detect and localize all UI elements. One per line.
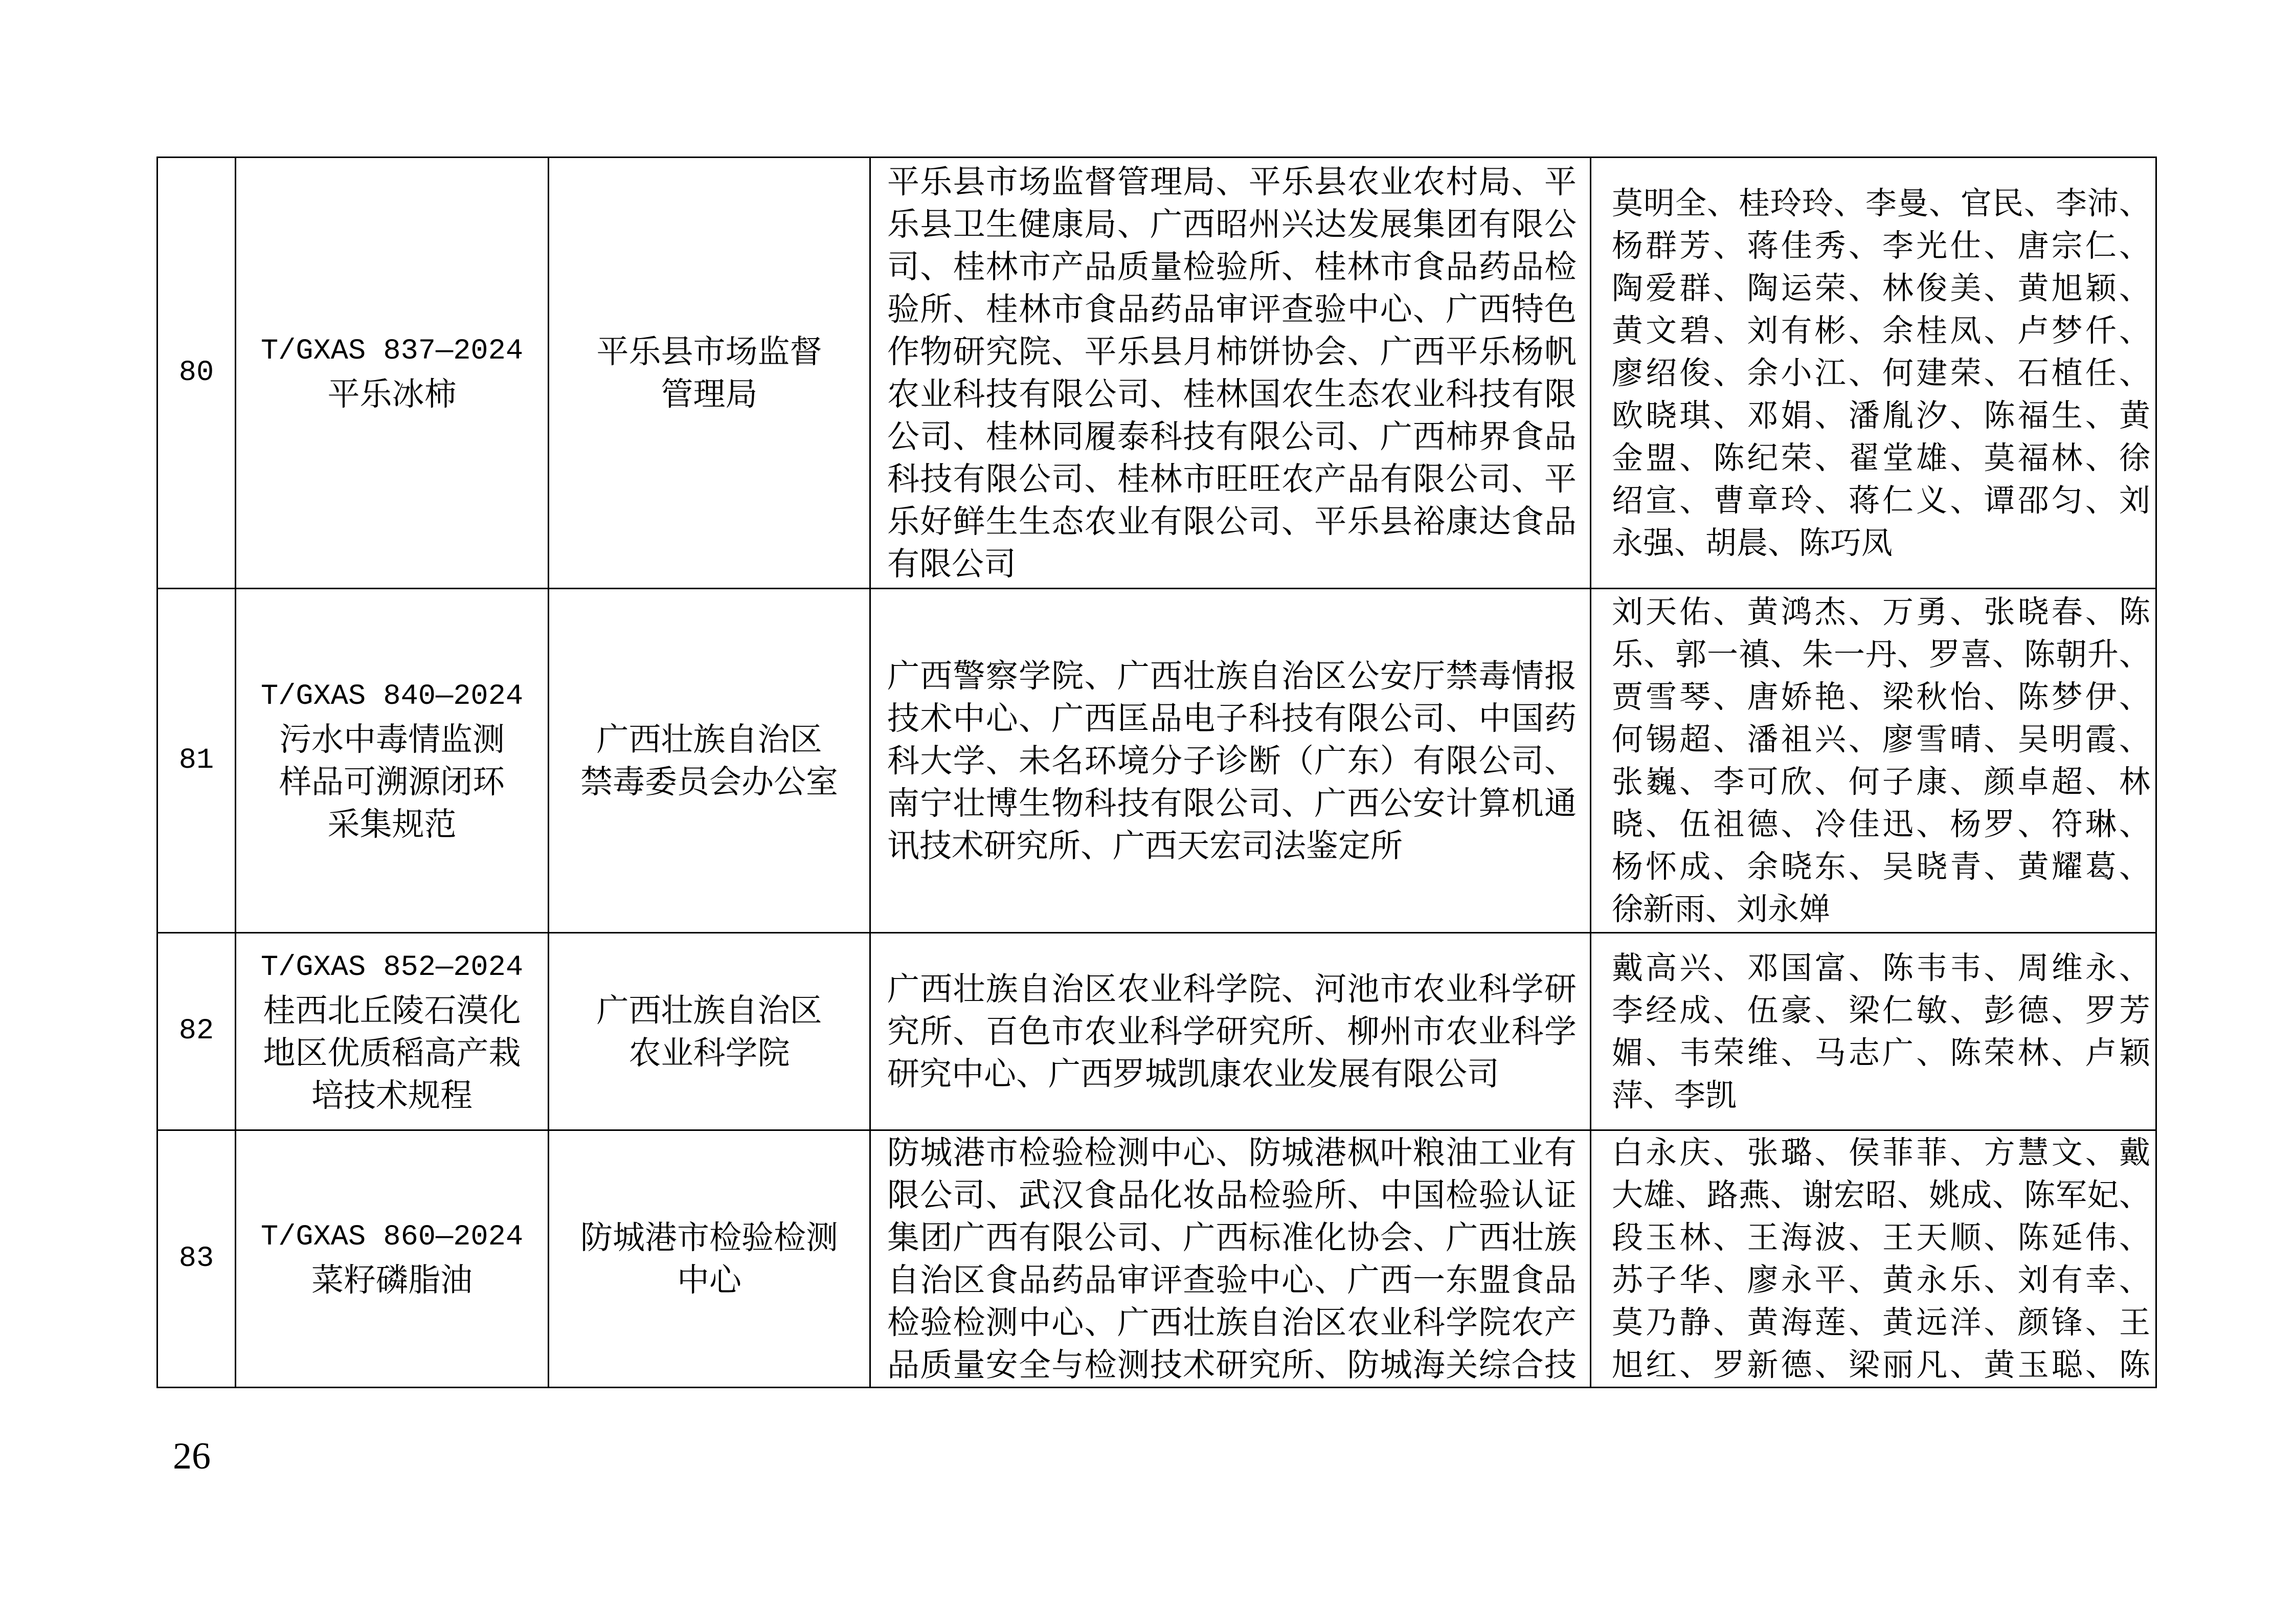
drafters xyxy=(1612,1131,2150,1386)
text-line: 技术中心、广西匡品电子科技有限公司、中国药 xyxy=(887,699,1577,737)
text-line: 旭红、罗新德、梁丽凡、黄玉聪、陈 xyxy=(1612,1347,2150,1383)
text-line: 贾雪琴、唐娇艳、梁秋怡、陈梦伊、 xyxy=(1612,679,2150,715)
participating-units-cell xyxy=(871,589,1591,933)
drafters-cell xyxy=(1591,589,2157,933)
text-line: 农业科技有限公司、桂林国农生态农业科技有限 xyxy=(887,375,1577,413)
text-line: 南宁壮博生物科技有限公司、广西公安计算机通 xyxy=(887,784,1577,822)
text-line: 戴高兴、邓国富、陈韦韦、周维永、 xyxy=(1612,949,2150,986)
standards-table xyxy=(156,157,2157,1388)
lead-unit-cell xyxy=(549,589,871,933)
text-line: 李经成、伍豪、梁仁敏、彭德、罗芳 xyxy=(1612,992,2150,1029)
text-line: 晓、伍祖德、冷佳迅、杨罗、符琳、 xyxy=(1612,806,2150,842)
text-line: 地区优质稻高产栽 xyxy=(263,1034,521,1072)
text-line: 污水中毒情监测 xyxy=(279,721,505,758)
drafters-cell xyxy=(1591,158,2157,589)
text-line: 永强、胡晨、陈巧凤 xyxy=(1612,524,1893,561)
row-index-cell xyxy=(158,589,236,933)
text-line: 陶爱群、陶运荣、林俊美、黄旭颖、 xyxy=(1612,270,2150,306)
text-line: 管理局 xyxy=(661,375,758,413)
lead-unit-cell xyxy=(549,933,871,1131)
participating-units xyxy=(887,1131,1577,1386)
text-line: 防城港市检验检测中心、防城港枫叶粮油工业有 xyxy=(887,1134,1577,1171)
participating-units-cell xyxy=(871,933,1591,1131)
lead-unit-cell xyxy=(549,1131,871,1388)
text-line: 司、桂林市产品质量检验所、桂林市食品药品检 xyxy=(887,248,1577,285)
text-line: 作物研究院、平乐县月柿饼协会、广西平乐杨帆 xyxy=(887,333,1577,370)
lead-unit-cell xyxy=(549,158,871,589)
text-line: 苏子华、廖永平、黄永乐、刘有幸、 xyxy=(1612,1262,2150,1298)
text-line: 乐、郭一禛、朱一丹、罗喜、陈朝升、 xyxy=(1612,636,2150,673)
row-index-cell xyxy=(158,933,236,1131)
drafters-cell xyxy=(1591,933,2157,1131)
text-line: 广西警察学院、广西壮族自治区公安厅禁毒情报 xyxy=(887,657,1577,695)
text-line: 采集规范 xyxy=(327,806,457,843)
lead-unit xyxy=(580,1216,838,1301)
text-line: 平乐县市场监督 xyxy=(596,333,822,370)
standard-name xyxy=(311,1259,472,1301)
text-line: 莫乃静、黄海莲、黄远洋、颜锋、王 xyxy=(1612,1304,2150,1341)
row-index-cell xyxy=(158,158,236,589)
text-line: 黄文碧、刘有彬、余桂凤、卢梦仟、 xyxy=(1612,312,2150,349)
text-line: 研究中心、广西罗城凯康农业发展有限公司 xyxy=(887,1055,1499,1093)
text-line: 检验检测中心、广西壮族自治区农业科学院农产 xyxy=(887,1304,1577,1341)
text-line: 禁毒委员会办公室 xyxy=(580,763,838,800)
text-line: 广西壮族自治区 xyxy=(596,721,822,758)
standard-cell xyxy=(236,933,549,1131)
text-line: 徐新雨、刘永婵 xyxy=(1612,891,1831,927)
text-line: 样品可溯源闭环 xyxy=(279,763,505,800)
row-index: 80 xyxy=(178,356,214,389)
text-line: 广西壮族自治区 xyxy=(596,991,822,1029)
text-line: 公司、桂林同履泰科技有限公司、广西柿界食品 xyxy=(887,418,1577,455)
standard-cell xyxy=(236,589,549,933)
text-line: 农业科学院 xyxy=(628,1034,790,1072)
standard-cell xyxy=(236,1131,549,1388)
standard-name xyxy=(263,989,521,1117)
drafters xyxy=(1612,947,2150,1117)
participating-units xyxy=(887,655,1577,867)
text-line: 培技术规程 xyxy=(311,1076,472,1114)
text-line: 有限公司 xyxy=(887,545,1016,583)
standard-code: T/GXAS 852—2024 xyxy=(260,951,524,984)
participating-units-cell xyxy=(871,1131,1591,1388)
row-index-cell xyxy=(158,1131,236,1388)
standard-name xyxy=(328,373,457,415)
participating-units-cell xyxy=(871,158,1591,589)
lead-unit xyxy=(580,718,838,803)
text-line: 究所、百色市农业科学研究所、柳州市农业科学 xyxy=(887,1013,1577,1050)
text-line: 白永庆、张璐、侯菲菲、方慧文、戴 xyxy=(1612,1134,2150,1171)
standard-code: T/GXAS 840—2024 xyxy=(260,680,524,713)
text-line: 菜籽磷脂油 xyxy=(311,1261,472,1299)
text-line: 杨群芳、蒋佳秀、李光仕、唐宗仁、 xyxy=(1612,227,2150,264)
text-line: 科技有限公司、桂林市旺旺农产品有限公司、平 xyxy=(887,460,1577,498)
participating-units xyxy=(887,161,1577,585)
text-line: 萍、李凯 xyxy=(1612,1077,1737,1114)
text-line: 讯技术研究所、广西天宏司法鉴定所 xyxy=(887,827,1403,864)
drafters xyxy=(1612,591,2150,930)
text-line: 莫明全、桂玲玲、李曼、官民、李沛、 xyxy=(1612,185,2150,221)
page-number: 26 xyxy=(173,1435,211,1477)
text-line: 平乐冰柿 xyxy=(327,375,457,413)
text-line: 科大学、未名环境分子诊断（广东）有限公司、 xyxy=(887,742,1577,780)
text-line: 段玉林、王海波、王天顺、陈延伟、 xyxy=(1612,1219,2150,1256)
text-line: 杨怀成、余晓东、吴晓青、黄耀葛、 xyxy=(1612,849,2150,885)
text-line: 防城港市检验检测 xyxy=(580,1219,838,1256)
standard-cell xyxy=(236,158,549,589)
text-line: 乐县卫生健康局、广西昭州兴达发展集团有限公 xyxy=(887,206,1577,243)
text-line: 张巍、李可欣、何子康、颜卓超、林 xyxy=(1612,764,2150,800)
text-line: 品质量安全与检测技术研究所、防城海关综合技 xyxy=(887,1346,1577,1384)
drafters xyxy=(1612,182,2150,564)
standard-code: T/GXAS 837—2024 xyxy=(260,335,524,368)
drafters-cell xyxy=(1591,1131,2157,1388)
text-line: 限公司、武汉食品化妆品检验所、中国检验认证 xyxy=(887,1176,1577,1214)
text-line: 桂西北丘陵石漠化 xyxy=(263,991,521,1029)
text-line: 自治区食品药品审评查验中心、广西一东盟食品 xyxy=(887,1261,1577,1299)
text-line: 金盟、陈纪荣、翟堂雄、莫福林、徐 xyxy=(1612,439,2150,476)
participating-units xyxy=(887,968,1577,1095)
text-line: 廖绍俊、余小江、何建荣、石植任、 xyxy=(1612,354,2150,391)
row-index: 83 xyxy=(178,1242,214,1275)
text-line: 验所、桂林市食品药品审评查验中心、广西特色 xyxy=(887,291,1577,328)
row-index: 81 xyxy=(178,744,214,777)
text-line: 乐好鲜生生态农业有限公司、平乐县裕康达食品 xyxy=(887,503,1577,540)
standard-code: T/GXAS 860—2024 xyxy=(260,1221,524,1254)
standard-name xyxy=(279,718,505,846)
text-line: 何锡超、潘祖兴、廖雪晴、吴明霞、 xyxy=(1612,721,2150,758)
row-index: 82 xyxy=(178,1015,214,1048)
lead-unit xyxy=(597,989,822,1074)
text-line: 平乐县市场监督管理局、平乐县农业农村局、平 xyxy=(887,163,1577,201)
text-line: 欧晓琪、邓娟、潘胤汐、陈福生、黄 xyxy=(1612,397,2150,434)
text-line: 刘天佑、黄鸿杰、万勇、张晓春、陈 xyxy=(1612,594,2150,630)
text-line: 中心 xyxy=(677,1261,741,1299)
text-line: 媚、韦荣维、马志广、陈荣林、卢颖 xyxy=(1612,1034,2150,1071)
text-line: 绍宣、曹章玲、蒋仁义、谭邵匀、刘 xyxy=(1612,482,2150,519)
lead-unit xyxy=(597,330,822,415)
text-line: 集团广西有限公司、广西标准化协会、广西壮族 xyxy=(887,1219,1577,1256)
text-line: 广西壮族自治区农业科学院、河池市农业科学研 xyxy=(887,970,1577,1008)
text-line: 大雄、路燕、谢宏昭、姚成、陈军妃、 xyxy=(1612,1177,2150,1213)
